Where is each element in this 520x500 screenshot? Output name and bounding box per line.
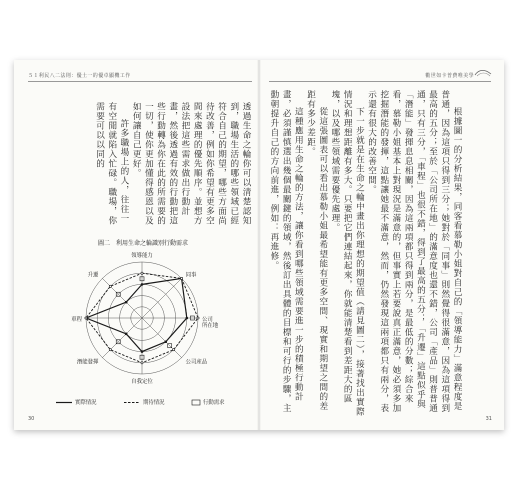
radar-axis-label: 自我定位 xyxy=(131,379,153,385)
right-paragraph-4: 這種應用生命之輪的方法，讓你看到哪些領域需要進一步的積極行動計畫，必須謹慎選出幾個最關鍵的領域，然後訂出具體的目標和可行的步驟，主動朝提升自己的方向前進，例如：再進修。 xyxy=(268,90,304,413)
radar-axis-label: 潛能發揮 xyxy=(76,359,99,366)
figure-caption: 圖二 利用生命之輪識別行動需求 xyxy=(97,240,188,247)
radar-axis-label: 公司產品 xyxy=(185,359,208,366)
left-page-body xyxy=(72,102,252,230)
publisher-logo-icon xyxy=(474,68,492,78)
left-page xyxy=(14,60,259,430)
left-paragraph-2: 許多職場上的人，往往一有空閒就陷入忙碌。職場，你需要可以以同的 xyxy=(94,102,129,226)
life-wheel-radar-chart xyxy=(32,238,254,418)
radar-axis-label: 升遷 xyxy=(87,272,99,279)
left-page-header: ５１利民八二法則：優土一的優卓顯機工作 xyxy=(28,73,131,79)
radar-point-expected xyxy=(141,362,143,364)
left-header-rule xyxy=(28,81,252,82)
radar-spoke xyxy=(102,318,142,358)
radar-point-expected xyxy=(85,317,87,319)
left-paragraph-1: 透過生命之輪你可以清楚認知到，職場生活的哪些領域已經符合自己的期望，哪些方面尚待改善，例如你希望有更多空間來處理的優先順序。並想方設法把這些需求做出行動計畫，然後透過有效的行動把這些行動轉為你在此的所需要的一切，使你更加懂得感恩以及如何讓自己更好。 xyxy=(131,102,251,226)
right-page xyxy=(259,60,504,430)
radar-point-expected xyxy=(109,285,111,287)
legend-swatch-action xyxy=(192,400,200,405)
left-page-number: 30 xyxy=(28,416,35,422)
radar-point-expected xyxy=(173,349,175,351)
radar-point-actual xyxy=(125,301,128,304)
radar-point-expected xyxy=(109,349,111,351)
radar-axis-label: 公司所在地 xyxy=(202,317,219,329)
life-wheel-figure xyxy=(32,238,254,418)
radar-point-actual xyxy=(141,350,144,353)
radar-point-actual xyxy=(141,283,144,286)
radar-spoke xyxy=(142,278,182,318)
right-paragraph-1: 根據圖一的分析結果，同客看慕勒小姐對自己的「領導能力」滿意程度是普通，因為這項只得到三分；她對於「同事」則然覺得很滿意，因為這項得到最高的五分；至於「公司所在地」的滿意度也還不錯，公司「產品」則普普通通，只有三分，「車程」也很不錯，得到了最高的五分；「升遷」這點似乎與「潛能」發揮息息相關，因為這兩項都只得到兩分，是最低的分數；綜合來看，慕勒小姐基本上對現況是滿意的，但事實上若要說真正滿意，她必須多加挖掘潛能的發揮，這點讓她最不滿意，然而，仍然發現這兩項都只有兩分，表示還有很大的改善空間。 xyxy=(366,90,462,413)
right-page-header: 勸世如卡普費唯美學 xyxy=(425,73,474,79)
legend-label: 實際情況 xyxy=(75,400,97,406)
radar-spoke xyxy=(102,278,142,318)
open-book xyxy=(14,60,504,430)
legend-label: 期待情況 xyxy=(143,400,165,406)
right-paragraph-2: 下一步就是在生命之輪中畫出你理想的期望值（請見圖二），接著找出實際情況和理想距離有多大。只要把它們連結起來，你就能清楚看到差距大的區塊，以及哪些領域需要優先處理。 xyxy=(329,90,365,417)
right-page-body xyxy=(267,90,463,418)
right-page-number: 31 xyxy=(485,416,492,422)
radar-spoke xyxy=(142,318,182,358)
right-paragraph-3: 從這張圖表可以看出慕勒小姐最希望能有更多空間、現實和期望之間的差距有多少差距。 xyxy=(305,90,328,412)
radar-series-actual xyxy=(86,278,187,351)
right-header-rule xyxy=(269,81,491,82)
radar-axis-label: 車程 xyxy=(71,317,82,323)
radar-point-expected xyxy=(141,272,143,274)
radar-axis-label: 同事 xyxy=(185,272,197,279)
radar-point-actual xyxy=(125,333,128,336)
radar-point-expected xyxy=(180,277,182,279)
radar-axis-label: 領導能力 xyxy=(131,253,153,259)
radar-point-actual xyxy=(186,317,189,320)
radar-point-expected xyxy=(197,317,199,319)
legend-label: 行動需求 xyxy=(203,400,225,406)
radar-point-actual xyxy=(164,340,167,343)
